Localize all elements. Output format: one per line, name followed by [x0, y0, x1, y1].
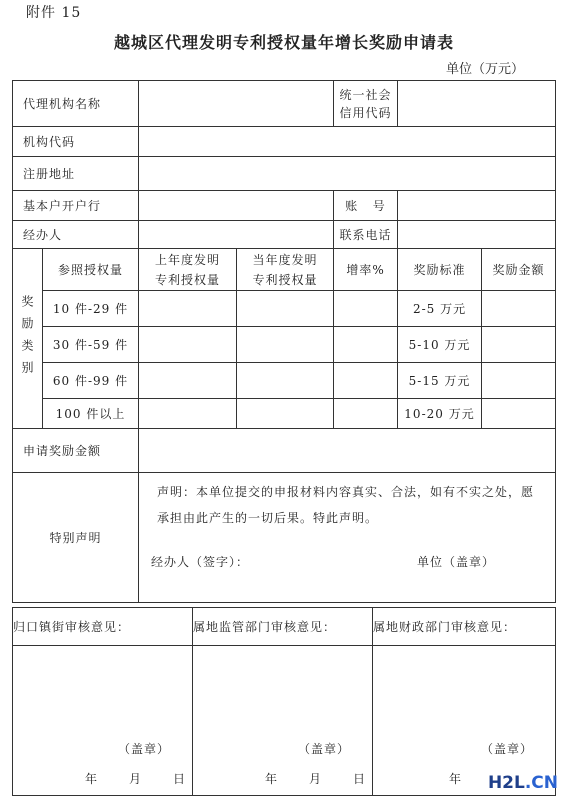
phone-label: 联系电话 [334, 221, 398, 249]
credit-code-label-line1: 统一社会 [339, 87, 392, 102]
signer-label: 经办人（签字）： [151, 555, 250, 569]
header-last-year-line1: 上年度发明 [155, 252, 221, 267]
reg-address-value[interactable] [139, 157, 556, 191]
this-year-value[interactable] [237, 363, 334, 399]
apply-amount-label: 申请奖励金额 [13, 429, 139, 473]
reward-standard: 5-10 万元 [398, 327, 482, 363]
reward-range: 60 件-99 件 [43, 363, 139, 399]
this-year-value[interactable] [237, 291, 334, 327]
last-year-value[interactable] [139, 291, 237, 327]
reward-standard: 10-20 万元 [398, 399, 482, 429]
reward-range: 30 件-59 件 [43, 327, 139, 363]
application-form-table [12, 80, 556, 603]
seal-label: 单位（盖章） [417, 555, 496, 569]
header-basis: 参照授权量 [43, 249, 139, 291]
handler-value[interactable] [139, 221, 334, 249]
date-year: 年 [265, 772, 279, 786]
date-month: 月 [309, 772, 323, 786]
unit-label: 单位（万元） [446, 62, 525, 77]
header-last-year [139, 249, 237, 291]
last-year-value[interactable] [139, 399, 237, 429]
header-this-year-line2: 专利授权量 [252, 272, 318, 287]
org-code-value[interactable] [139, 127, 556, 157]
seal-label: （盖章） [297, 742, 350, 756]
seal-label: （盖章） [117, 742, 170, 756]
review-box-supervision[interactable] [193, 646, 373, 796]
reward-category-label [13, 249, 43, 429]
credit-code-label-line2: 信用代码 [339, 105, 392, 120]
header-standard: 奖励标准 [398, 249, 482, 291]
growth-value[interactable] [334, 363, 398, 399]
this-year-value[interactable] [237, 399, 334, 429]
form-title: 越城区代理发明专利授权量年增长奖励申请表 [113, 33, 454, 52]
watermark-part1: H2L [487, 773, 525, 793]
reward-amount-value[interactable] [482, 291, 556, 327]
agency-name-label: 代理机构名称 [13, 81, 139, 127]
credit-code-value[interactable] [398, 81, 556, 127]
growth-value[interactable] [334, 327, 398, 363]
review-table [12, 607, 556, 796]
date-day: 日 [353, 772, 367, 786]
header-this-year-line1: 当年度发明 [252, 252, 318, 267]
credit-code-label [334, 81, 398, 127]
reward-range: 100 件以上 [43, 399, 139, 429]
growth-value[interactable] [334, 399, 398, 429]
growth-value[interactable] [334, 291, 398, 327]
header-this-year [237, 249, 334, 291]
reward-row [13, 399, 556, 429]
phone-value[interactable] [398, 221, 556, 249]
reward-row [13, 363, 556, 399]
apply-amount-value[interactable] [139, 429, 556, 473]
review-box-town[interactable] [13, 646, 193, 796]
bank-label: 基本户开户行 [13, 191, 139, 221]
reward-standard: 2-5 万元 [398, 291, 482, 327]
declaration-label: 特别声明 [13, 473, 139, 603]
account-label: 账 号 [334, 191, 398, 221]
reward-amount-value[interactable] [482, 399, 556, 429]
date-day: 日 [173, 772, 187, 786]
date-year: 年 [85, 772, 99, 786]
seal-label: （盖章） [480, 742, 533, 756]
header-growth: 增率% [334, 249, 398, 291]
header-amount: 奖励金额 [482, 249, 556, 291]
date-month: 月 [129, 772, 143, 786]
review-title-finance: 属地财政部门审核意见： [373, 608, 556, 646]
reward-amount-value[interactable] [482, 363, 556, 399]
last-year-value[interactable] [139, 327, 237, 363]
reward-category-text: 奖励类别 [20, 294, 34, 383]
reg-address-label: 注册地址 [13, 157, 139, 191]
reward-range: 10 件-29 件 [43, 291, 139, 327]
this-year-value[interactable] [237, 327, 334, 363]
reward-standard: 5-15 万元 [398, 363, 482, 399]
agency-name-value[interactable] [139, 81, 334, 127]
date-year: 年 [449, 772, 463, 786]
last-year-value[interactable] [139, 363, 237, 399]
declaration-sign-row [139, 553, 555, 570]
reward-row [13, 327, 556, 363]
declaration-cell [139, 473, 556, 603]
review-title-town: 归口镇街审核意见： [13, 608, 193, 646]
declaration-text: 声明：本单位提交的申报材料内容真实、合法，如有不实之处，愿承担由此产生的一切后果。特此声明。 [157, 485, 535, 525]
bank-value[interactable] [139, 191, 334, 221]
reward-amount-value[interactable] [482, 327, 556, 363]
org-code-label: 机构代码 [13, 127, 139, 157]
header-last-year-line2: 专利授权量 [155, 272, 221, 287]
site-watermark [488, 773, 558, 793]
review-title-supervision: 属地监管部门审核意见： [193, 608, 373, 646]
handler-label: 经办人 [13, 221, 139, 249]
attachment-number: 附件 15 [26, 5, 82, 21]
account-value[interactable] [398, 191, 556, 221]
reward-row [13, 291, 556, 327]
watermark-part2: .CN [524, 773, 558, 793]
